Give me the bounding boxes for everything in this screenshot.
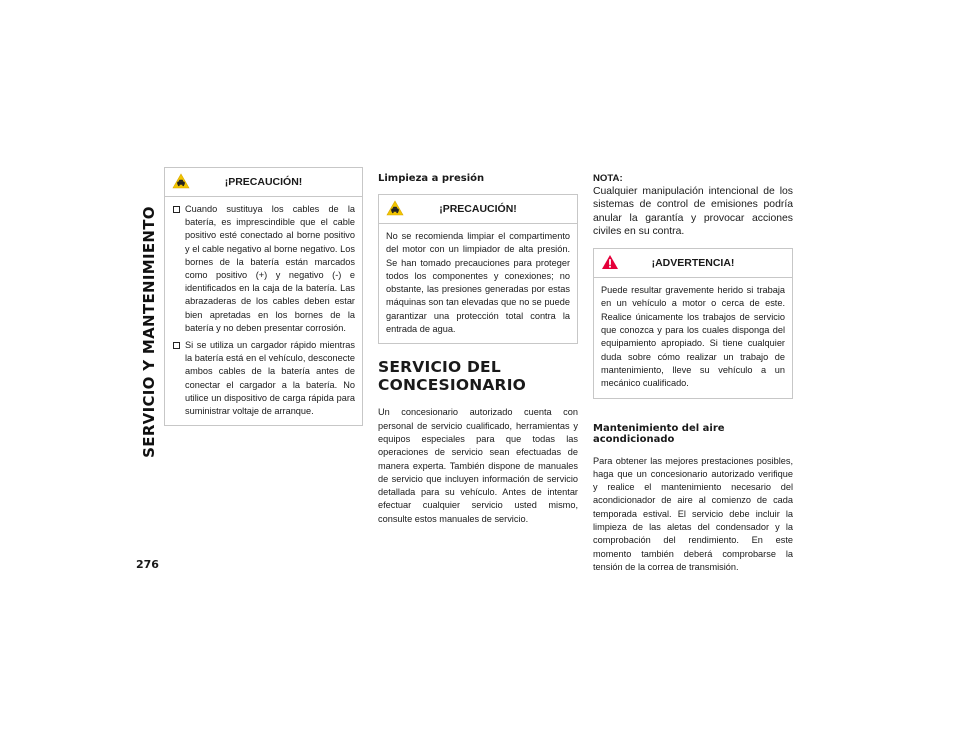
bullet-square-icon bbox=[173, 206, 180, 213]
caution-header bbox=[379, 195, 577, 224]
warning-box bbox=[593, 248, 793, 398]
column-2 bbox=[378, 167, 578, 526]
caution-bullet-text: Si se utiliza un cargador rápido mientras la batería está en el vehículo, desconecte ambos cables de la batería antes de conectar el cargador a la batería. No utilice un dispositivo de carga rápida para suministrar voltaje de arranque. bbox=[185, 340, 355, 417]
caution-bullet-text: Cuando sustituya los cables de la batería, es imprescindible que el cable positivo esté conectado al borne positivo y el cable negativo al borne negativo. Los bornes de la batería están marcados como positivo (+) y negativo (-) e identificados en la caja de la batería. Las abrazaderas de los cables deben estar bien apretadas en los bornes de la batería y no deben presentar corrosión. bbox=[185, 204, 355, 333]
warning-title: ¡ADVERTENCIA! bbox=[651, 257, 735, 270]
caution-bullet-item bbox=[172, 339, 355, 418]
subheading-ac-maintenance: Mantenimiento del aire acondicionado bbox=[593, 422, 725, 445]
caution-body bbox=[379, 224, 577, 343]
warning-text: Puede resultar gravemente herido si trabaja en un vehículo a motor o cerca de este. Realice únicamente los trabajos de servicio que conozca y para los cuales disponga del equipamiento apropiado. Si tiene cualquier duda sobre cómo realizar un trabajo de mantenimiento, lleve su vehículo a un mecánico cualificado. bbox=[601, 285, 785, 389]
warning-body bbox=[594, 278, 792, 397]
page-number: 276 bbox=[136, 558, 159, 571]
caution-title: ¡PRECAUCIÓN! bbox=[439, 203, 517, 215]
bullet-square-icon bbox=[173, 342, 180, 349]
column-3 bbox=[593, 167, 793, 574]
caution-box-battery bbox=[164, 167, 363, 426]
warning-header bbox=[594, 249, 792, 278]
caution-text: No se recomienda limpiar el compartimento del motor con un limpiador de alta presión. Se han tomado precauciones para proteger todos los componentes y conexiones; no obstante, las presiones generadas por estas máquinas son tan elevadas que no se puede garantizar una protección total contra la entrada de agua. bbox=[386, 231, 570, 335]
section-title-dealer-service: SERVICIO DEL CONCESIONARIO bbox=[378, 358, 527, 395]
chapter-title-text: SERVICIO Y MANTENIMIENTO bbox=[140, 206, 158, 458]
ac-maintenance-paragraph: Para obtener las mejores prestaciones posibles, haga que un concesionario autorizado verifique y realice el mantenimiento necesario del acondicionador de aire al comienzo de cada temporada estival. El servicio debe incluir la limpieza de las aletas del condensador y la comprobación del rendimiento. En este momento también deberá comprobarse la tensión de la correa de transmisión. bbox=[593, 455, 793, 572]
note-label: NOTA: bbox=[593, 173, 623, 184]
subheading-pressure-washing: Limpieza a presión bbox=[378, 173, 485, 184]
chapter-side-title bbox=[138, 172, 160, 492]
caution-header bbox=[165, 168, 362, 197]
column-1 bbox=[164, 167, 363, 426]
dealer-service-paragraph: Un concesionario autorizado cuenta con personal de servicio cualificado, herramientas y equipos especiales para que todas las operaciones de servicio sean efectuadas de manera experta. También dispone de manuales de servicio que incluyen información de servicio detallada para su vehículo. Antes de intentar efectuar cualquier servicio usted mismo, consulte estos manuales de servicio. bbox=[378, 407, 578, 524]
caution-body bbox=[165, 197, 362, 425]
note-text: Cualquier manipulación intencional de los sistemas de control de emisiones podría anular la garantía y provocar acciones civiles en su contra. bbox=[593, 186, 793, 237]
caution-bullet-item bbox=[172, 203, 355, 335]
caution-title: ¡PRECAUCIÓN! bbox=[224, 176, 303, 188]
caution-box-pressure-washing bbox=[378, 194, 578, 344]
